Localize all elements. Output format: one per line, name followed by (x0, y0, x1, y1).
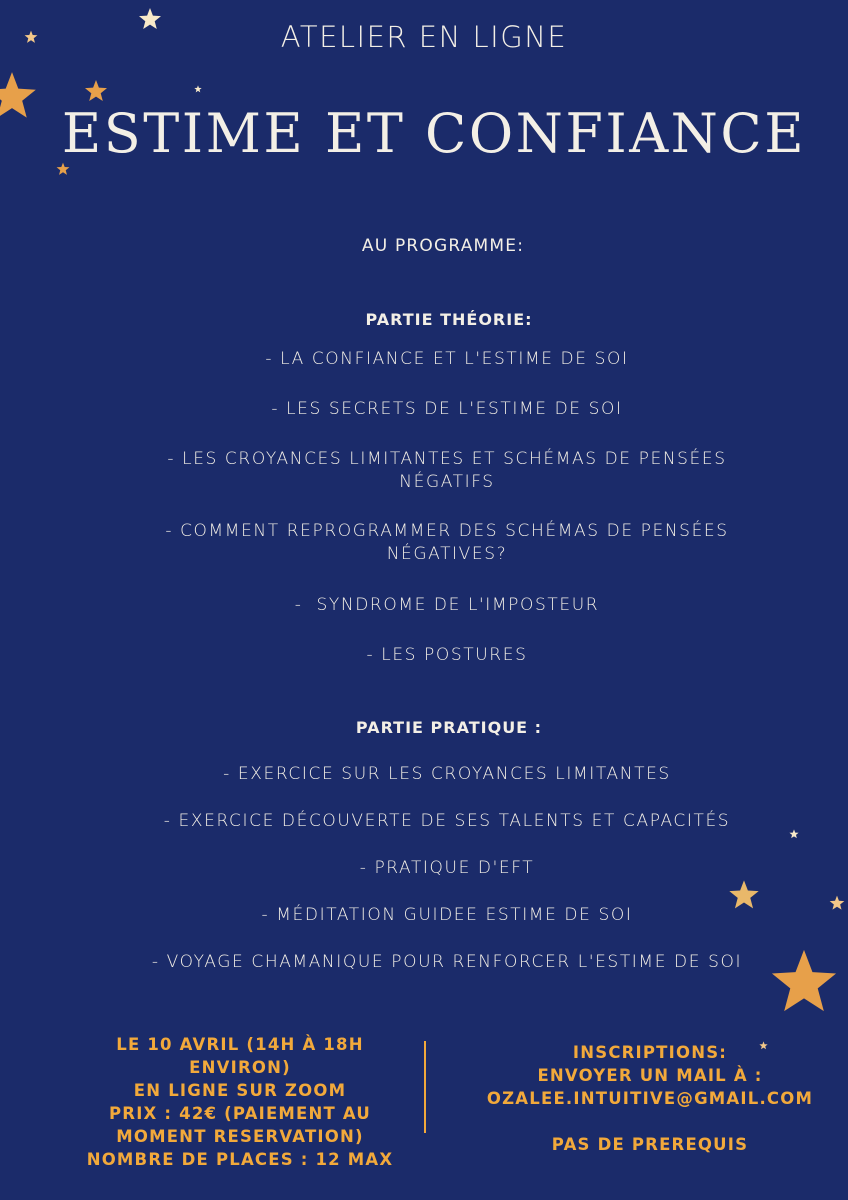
theory-item: - LES SECRETS DE L'ESTIME DE SOI (271, 399, 623, 419)
event-time-note: ENVIRON) (189, 1058, 291, 1077)
registration-instruction: ENVOYER UN MAIL À : (537, 1066, 763, 1085)
registration-heading: INSCRIPTIONS: (572, 1043, 728, 1062)
theory-section-title: PARTIE THÉORIE: (365, 310, 533, 329)
practice-section-title: PARTIE PRATIQUE : (355, 718, 543, 737)
event-capacity: NOMBRE DE PLACES : 12 MAX (86, 1150, 394, 1169)
star-icon (789, 829, 799, 839)
event-price: PRIX : 42€ (PAIEMENT AU (109, 1104, 371, 1123)
practice-item: - PRATIQUE D'EFT (359, 858, 535, 878)
star-icon (194, 85, 202, 93)
registration-info (470, 1041, 830, 1156)
event-details (40, 1033, 440, 1171)
program-heading: AU PROGRAMME: (361, 236, 525, 256)
event-date: LE 10 AVRIL (14H À 18H (116, 1035, 364, 1054)
practice-item: - EXERCICE SUR LES CROYANCES LIMITANTES (223, 764, 671, 784)
theory-item: - SYNDROME DE L'IMPOSTEUR (294, 595, 600, 615)
theory-item: - LA CONFIANCE ET L'ESTIME DE SOI (265, 349, 629, 369)
spacer (470, 1110, 830, 1133)
event-location: EN LIGNE SUR ZOOM (133, 1081, 347, 1100)
theory-item: - LES CROYANCES LIMITANTES ET SCHÉMAS DE PENSÉES NÉGATIFS (167, 449, 734, 492)
theory-item: - LES POSTURES (366, 645, 528, 665)
star-icon (84, 79, 108, 103)
practice-item: - EXERCICE DÉCOUVERTE DE SES TALENTS ET CAPACITÉS (163, 811, 731, 831)
event-type: ATELIER EN LIGNE (280, 20, 568, 54)
theory-item: - COMMENT REPROGRAMMER DES SCHÉMAS DE PENSÉES NÉGATIVES? (165, 521, 736, 564)
practice-item: - VOYAGE CHAMANIQUE POUR RENFORCER L'ESTIME DE SOI (151, 952, 743, 972)
event-price-note: MOMENT RESERVATION) (116, 1127, 364, 1146)
registration-email[interactable]: OZALEE.INTUITIVE@GMAIL.COM (486, 1089, 814, 1108)
prerequisites-note: PAS DE PREREQUIS (551, 1135, 749, 1154)
star-icon (769, 947, 839, 1017)
footer-divider (424, 1041, 426, 1133)
practice-item: - MÉDITATION GUIDEE ESTIME DE SOI (261, 905, 633, 925)
star-icon (829, 895, 845, 911)
page-title: ESTIME ET CONFIANCE (61, 102, 807, 165)
